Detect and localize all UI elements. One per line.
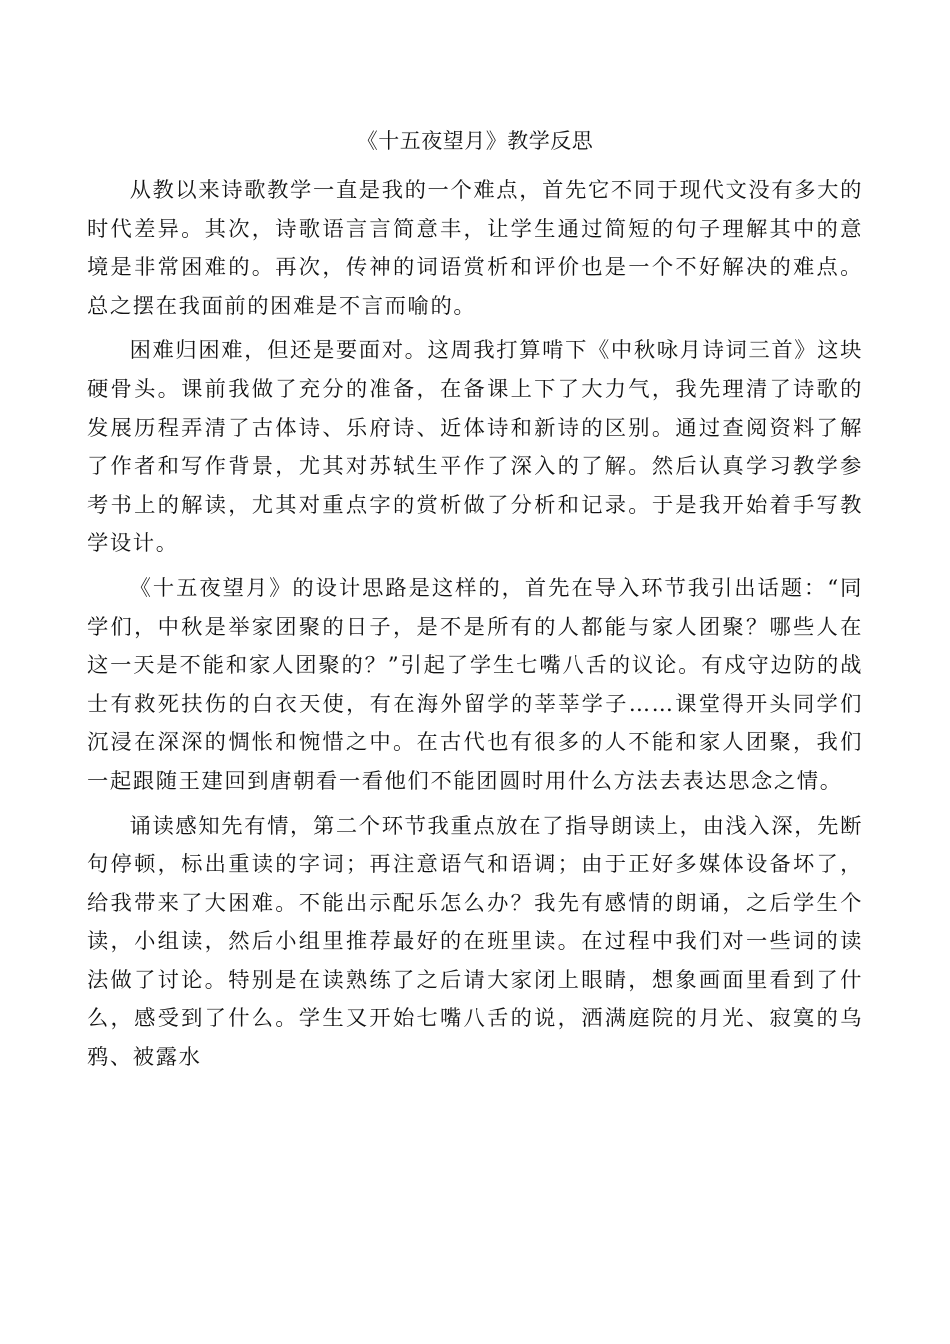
paragraph-2: 困难归困难，但还是要面对。这周我打算啃下《中秋咏月诗词三首》这块硬骨头。课前我做了充分的准备，在备课上下了大力气，我先理清了诗歌的发展历程弄清了古体诗、乐府诗、近体诗和新诗的区别。通过查阅资料了解了作者和写作背景，尤其对苏轼生平作了深入的了解。然后认真学习教学参考书上的解读，尤其对重点字的赏析做了分析和记录。于是我开始着手写教学设计。 [87,338,863,557]
paragraph-4: 诵读感知先有情，第二个环节我重点放在了指导朗读上，由浅入深，先断句停顿，标出重读的字词；再注意语气和语调；由于正好多媒体设备坏了，给我带来了大困难。不能出示配乐怎么办？我先有感情的朗诵，之后学生个读，小组读，然后小组里推荐最好的在班里读。在过程中我们对一些词的读法做了讨论。特别是在读熟练了之后请大家闭上眼睛，想象画面里看到了什么，感受到了什么。学生又开始七嘴八舌的说，洒满庭院的月光、寂寞的乌鸦、被露水 [87,813,863,1071]
document-title: 《十五夜望月》教学反思 [356,129,594,153]
document-body [87,172,863,1078]
paragraph-1: 从教以来诗歌教学一直是我的一个难点，首先它不同于现代文没有多大的时代差异。其次，诗歌语言言简意丰，让学生通过简短的句子理解其中的意境是非常困难的。再次，传神的词语赏析和评价也是一个不好解决的难点。总之摆在我面前的困难是不言而喻的。 [87,178,863,319]
paragraph-3: 《十五夜望月》的设计思路是这样的，首先在导入环节我引出话题：“同学们，中秋是举家团聚的日子，是不是所有的人都能与家人团聚？哪些人在这一天是不能和家人团聚的？”引起了学生七嘴八舌的议论。有戍守边防的战士有救死扶伤的白衣天使，有在海外留学的莘莘学子……课堂得开头同学们沉浸在深深的惆怅和惋惜之中。在古代也有很多的人不能和家人团聚，我们一起跟随王建回到唐朝看一看他们不能团圆时用什么方法去表达思念之情。 [87,575,863,794]
